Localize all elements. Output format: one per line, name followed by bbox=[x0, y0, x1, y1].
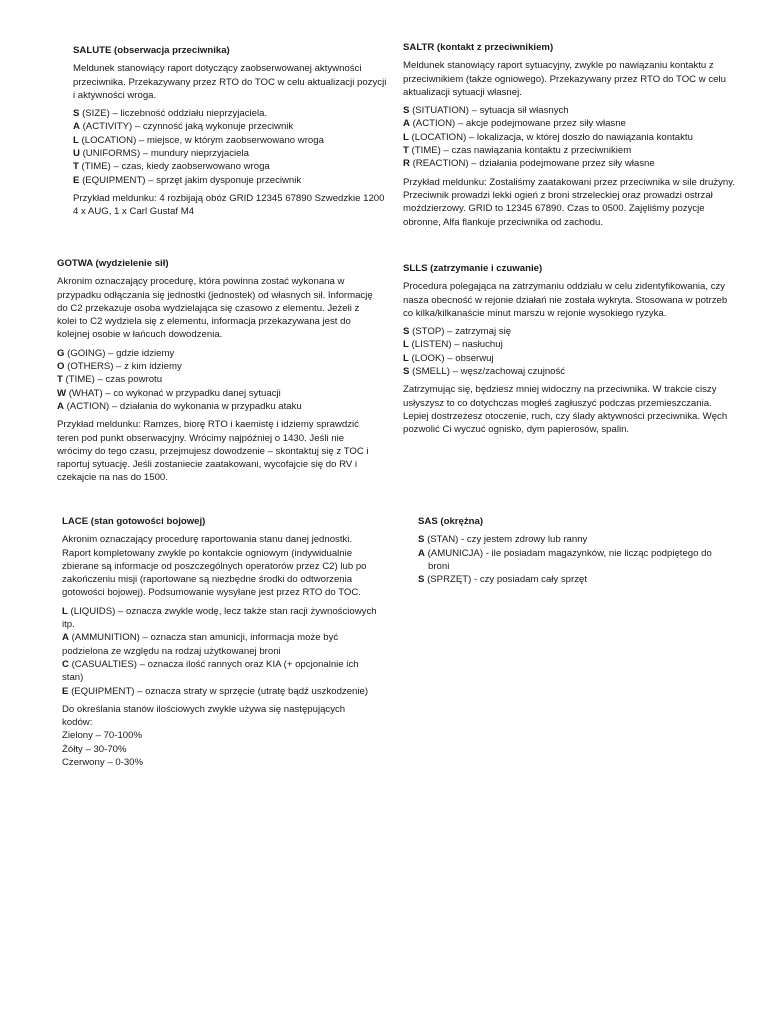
code-item bbox=[403, 104, 741, 117]
code-text: (LIQUIDS) – oznacza zwykle wodę, lecz także stan racji żywnościowych itp. bbox=[62, 605, 377, 631]
code-letter: T bbox=[73, 161, 79, 173]
code-text: (SMELL) – węsz/zachowaj czujność bbox=[409, 366, 566, 378]
salute-code-list bbox=[73, 107, 388, 187]
code-item bbox=[62, 631, 378, 658]
salute-example: Przykład meldunku: 4 rozbijają obóz GRID 12345 67890 Szwedzkie 1200 4 x AUG, 1 x Carl Gustaf M4 bbox=[73, 192, 385, 218]
sas-title: SAS (okrężna) bbox=[418, 516, 484, 527]
code-text: (ACTIVITY) – czynność jaką wykonuje przeciwnik bbox=[79, 121, 294, 133]
code-letter: L bbox=[403, 352, 409, 364]
code-text: (ACTION) – akcje podejmowane przez siły własne bbox=[409, 118, 626, 130]
code-letter: C bbox=[62, 658, 69, 670]
code-item bbox=[73, 134, 388, 147]
code-item bbox=[57, 360, 375, 373]
code-letter: A bbox=[418, 547, 425, 559]
code-letter: L bbox=[73, 134, 79, 146]
code-letter: S bbox=[418, 534, 425, 546]
section-salute bbox=[62, 44, 388, 224]
salute-title: SALUTE (obserwacja przeciwnika) bbox=[73, 45, 230, 56]
code-letter: S bbox=[73, 108, 80, 120]
code-letter: W bbox=[57, 387, 67, 399]
code-letter: G bbox=[57, 347, 65, 359]
code-item bbox=[73, 107, 388, 120]
code-letter: E bbox=[73, 174, 80, 186]
code-text: (TIME) – czas powrotu bbox=[62, 374, 163, 386]
code-letter: U bbox=[73, 148, 80, 160]
code-text: (ACTION) – działania do wykonania w przypadku ataku bbox=[63, 400, 302, 412]
gotwa-intro: Akronim oznaczający procedurę, która powinna zostać wykonana w przypadku odłączania się jednostki (jednostek) od własnych sił. Informację do C2 przekazuje osoba wydzielająca się czasowo z elementu. Jeżeli z kolei to C2 wydziela się z elementu, informacja przekazywana jest do kolejnej osobie w łańcuch dowodzenia. bbox=[57, 276, 373, 341]
lace-codes-intro: Do określania stanów ilościowych zwykle używa się następujących kodów: bbox=[62, 703, 346, 729]
code-text: (SIZE) – liczebność oddziału nieprzyjaciela. bbox=[79, 108, 268, 120]
saltr-code-list bbox=[403, 104, 741, 170]
saltr-intro: Meldunek stanowiący raport sytuacyjny, zwykle po nawiązaniu kontaktu z przeciwnikiem (także ogniowego). Przekazywany przez RTO do TOC w celu aktualizacji sytuacji własnej. bbox=[403, 60, 726, 98]
saltr-example: Przykład meldunku: Zostaliśmy zaatakowani przez przeciwnika w sile drużyny. Przeciwnik prowadzi lekki ogień z broni strzeleckiej oraz prowadzi ostrzał moździerzowy. GRID to 12345 67890. Czas to 0500. Zajęliśmy pozycje obronne, Alfa flankuje przeciwnika od zachodu. bbox=[403, 176, 735, 228]
section-lace bbox=[62, 515, 378, 769]
slls-title: SLLS (zatrzymanie i czuwanie) bbox=[403, 263, 543, 274]
code-item bbox=[62, 605, 378, 632]
code-item bbox=[62, 685, 378, 698]
code-letter: S bbox=[403, 366, 410, 378]
code-letter: O bbox=[57, 361, 65, 373]
code-item bbox=[62, 658, 378, 685]
lace-code-list bbox=[62, 605, 378, 698]
code-text: (UNIFORMS) – mundury nieprzyjaciela bbox=[79, 148, 249, 160]
code-letter: R bbox=[403, 158, 410, 170]
section-gotwa bbox=[57, 257, 375, 490]
code-item bbox=[403, 131, 741, 144]
sas-code-list bbox=[418, 533, 718, 586]
lace-title: LACE (stan gotowości bojowej) bbox=[62, 516, 206, 527]
gotwa-example: Przykład meldunku: Ramzes, biorę RTO i kaemistę i idziemy sprawdzić teren pod punkt obserwacyjny. Wrócimy najpóźniej o 1430. Jeśli nie wrócimy do tego czasu, przejmujesz dowodzenie – skontaktuj się z TOC i raportuj sytuację. Jeśli zostaniecie zaatakowani, wycofajcie się do RV i czekajcie na nas do 1500. bbox=[57, 419, 369, 484]
level-yellow: Żółty – 30-70% bbox=[62, 743, 127, 755]
code-item bbox=[73, 147, 388, 160]
code-text: (EQUIPMENT) – sprzęt jakim dysponuje przeciwnik bbox=[79, 174, 302, 186]
code-letter: T bbox=[57, 374, 63, 386]
code-item bbox=[57, 400, 375, 413]
section-slls bbox=[403, 262, 735, 442]
section-sas bbox=[418, 515, 718, 591]
saltr-title: SALTR (kontakt z przeciwnikiem) bbox=[403, 42, 554, 53]
code-item bbox=[403, 352, 735, 365]
code-text: (TIME) – czas nawiązania kontaktu z przeciwnikiem bbox=[408, 145, 632, 157]
code-text: (EQUIPMENT) – oznacza straty w sprzęcie (utratę bądź uszkodzenie) bbox=[68, 685, 369, 697]
code-text: (GOING) – gdzie idziemy bbox=[64, 347, 175, 359]
code-text: (SPRZĘT) - czy posiadam cały sprzęt bbox=[424, 574, 588, 586]
section-saltr bbox=[403, 41, 741, 234]
code-item bbox=[57, 347, 375, 360]
code-item bbox=[73, 174, 388, 187]
code-letter: L bbox=[403, 339, 409, 351]
code-letter: S bbox=[403, 105, 410, 117]
code-text: (OTHERS) – z kim idziemy bbox=[64, 361, 182, 373]
code-item bbox=[403, 157, 741, 170]
code-letter: L bbox=[62, 605, 68, 617]
code-item bbox=[403, 144, 741, 157]
code-item bbox=[73, 160, 388, 173]
code-item bbox=[418, 573, 718, 586]
code-item bbox=[57, 373, 375, 386]
code-item bbox=[57, 387, 375, 400]
code-letter: E bbox=[62, 685, 69, 697]
code-text: (CASUALTIES) – oznacza ilość rannych oraz KIA (+ opcjonalnie ich stan) bbox=[62, 658, 359, 684]
code-text: (LOOK) – obserwuj bbox=[408, 352, 494, 364]
slls-example: Zatrzymując się, będziesz mniej widoczny na przeciwnika. W trakcie ciszy usłyszysz to co dotychczas mogłeś zagłuszyć podczas przemieszczania. Lepiej dostrzeżesz otoczenie, ruch, czy ślady aktywności przeciwnika. Węch pozwolić Ci wyczuć ognisko, dym papierosów, spalin. bbox=[403, 384, 728, 436]
code-letter: A bbox=[403, 118, 410, 130]
code-item bbox=[73, 120, 388, 133]
code-letter: A bbox=[57, 400, 64, 412]
code-text: (STOP) – zatrzymaj się bbox=[409, 326, 512, 338]
code-letter: S bbox=[403, 326, 410, 338]
code-text: (LOCATION) – miejsce, w którym zaobserwowano wroga bbox=[78, 134, 324, 146]
level-red: Czerwony – 0-30% bbox=[62, 757, 144, 769]
code-text: (SITUATION) – sytuacja sił własnych bbox=[409, 105, 569, 117]
gotwa-code-list bbox=[57, 347, 375, 413]
code-item bbox=[418, 547, 718, 574]
code-text: (LOCATION) – lokalizacja, w której doszło do nawiązania kontaktu bbox=[408, 131, 693, 143]
code-text: (AMMUNITION) – oznacza stan amunicji, informacja może być podzielona ze względu na rodzaj użytkowanej broni bbox=[62, 632, 339, 657]
code-text: (REACTION) – działania podejmowane przez siły własne bbox=[409, 158, 655, 170]
code-text: (WHAT) – co wykonać w przypadku danej sytuacji bbox=[66, 387, 281, 399]
code-letter: T bbox=[403, 145, 409, 157]
code-item bbox=[403, 365, 735, 378]
code-text: (STAN) - czy jestem zdrowy lub ranny bbox=[424, 534, 588, 546]
code-item bbox=[418, 533, 718, 546]
code-letter: A bbox=[73, 121, 80, 133]
gotwa-title: GOTWA (wydzielenie sił) bbox=[57, 258, 169, 269]
code-item bbox=[403, 338, 735, 351]
code-text: (TIME) – czas, kiedy zaobserwowano wroga bbox=[78, 161, 270, 173]
code-item bbox=[403, 325, 735, 338]
code-letter: A bbox=[62, 632, 69, 644]
lace-levels bbox=[62, 729, 378, 769]
slls-code-list bbox=[403, 325, 735, 378]
code-letter: S bbox=[418, 574, 425, 586]
level-green: Zielony – 70-100% bbox=[62, 730, 142, 742]
slls-intro: Procedura polegająca na zatrzymaniu oddziału w celu zidentyfikowania, czy nasza obecność w rejonie działań nie została wykryta. Stosowana w potrzeb co kilka/kilkanaście minut marszu w rejonie wysokiego ryzyka. bbox=[403, 281, 728, 319]
code-text: (AMUNICJA) - ile posiadam magazynków, nie licząc podpiętego do broni bbox=[424, 547, 712, 572]
code-text: (LISTEN) – nasłuchuj bbox=[408, 339, 503, 351]
code-letter: L bbox=[403, 131, 409, 143]
lace-intro: Akronim oznaczający procedurę raportowania stanu danej jednostki. Raport kompletowany zwykle po kontakcie ogniowym (indywidualnie zbierane są informacje od poszczególnych operatorów przez C2) lub po zakończeniu misji (raportowane są niezbędne środki do odtworzenia gotowości bojowej). Podsumowanie wysyłane jest przez RTO do TOC. bbox=[62, 534, 367, 599]
code-item bbox=[403, 117, 741, 130]
salute-intro: Meldunek stanowiący raport dotyczący zaobserwowanej aktywności przeciwnika. Przekazywany przez RTO do TOC w celu aktualizacji pozycji i aktywności wroga. bbox=[73, 63, 387, 101]
